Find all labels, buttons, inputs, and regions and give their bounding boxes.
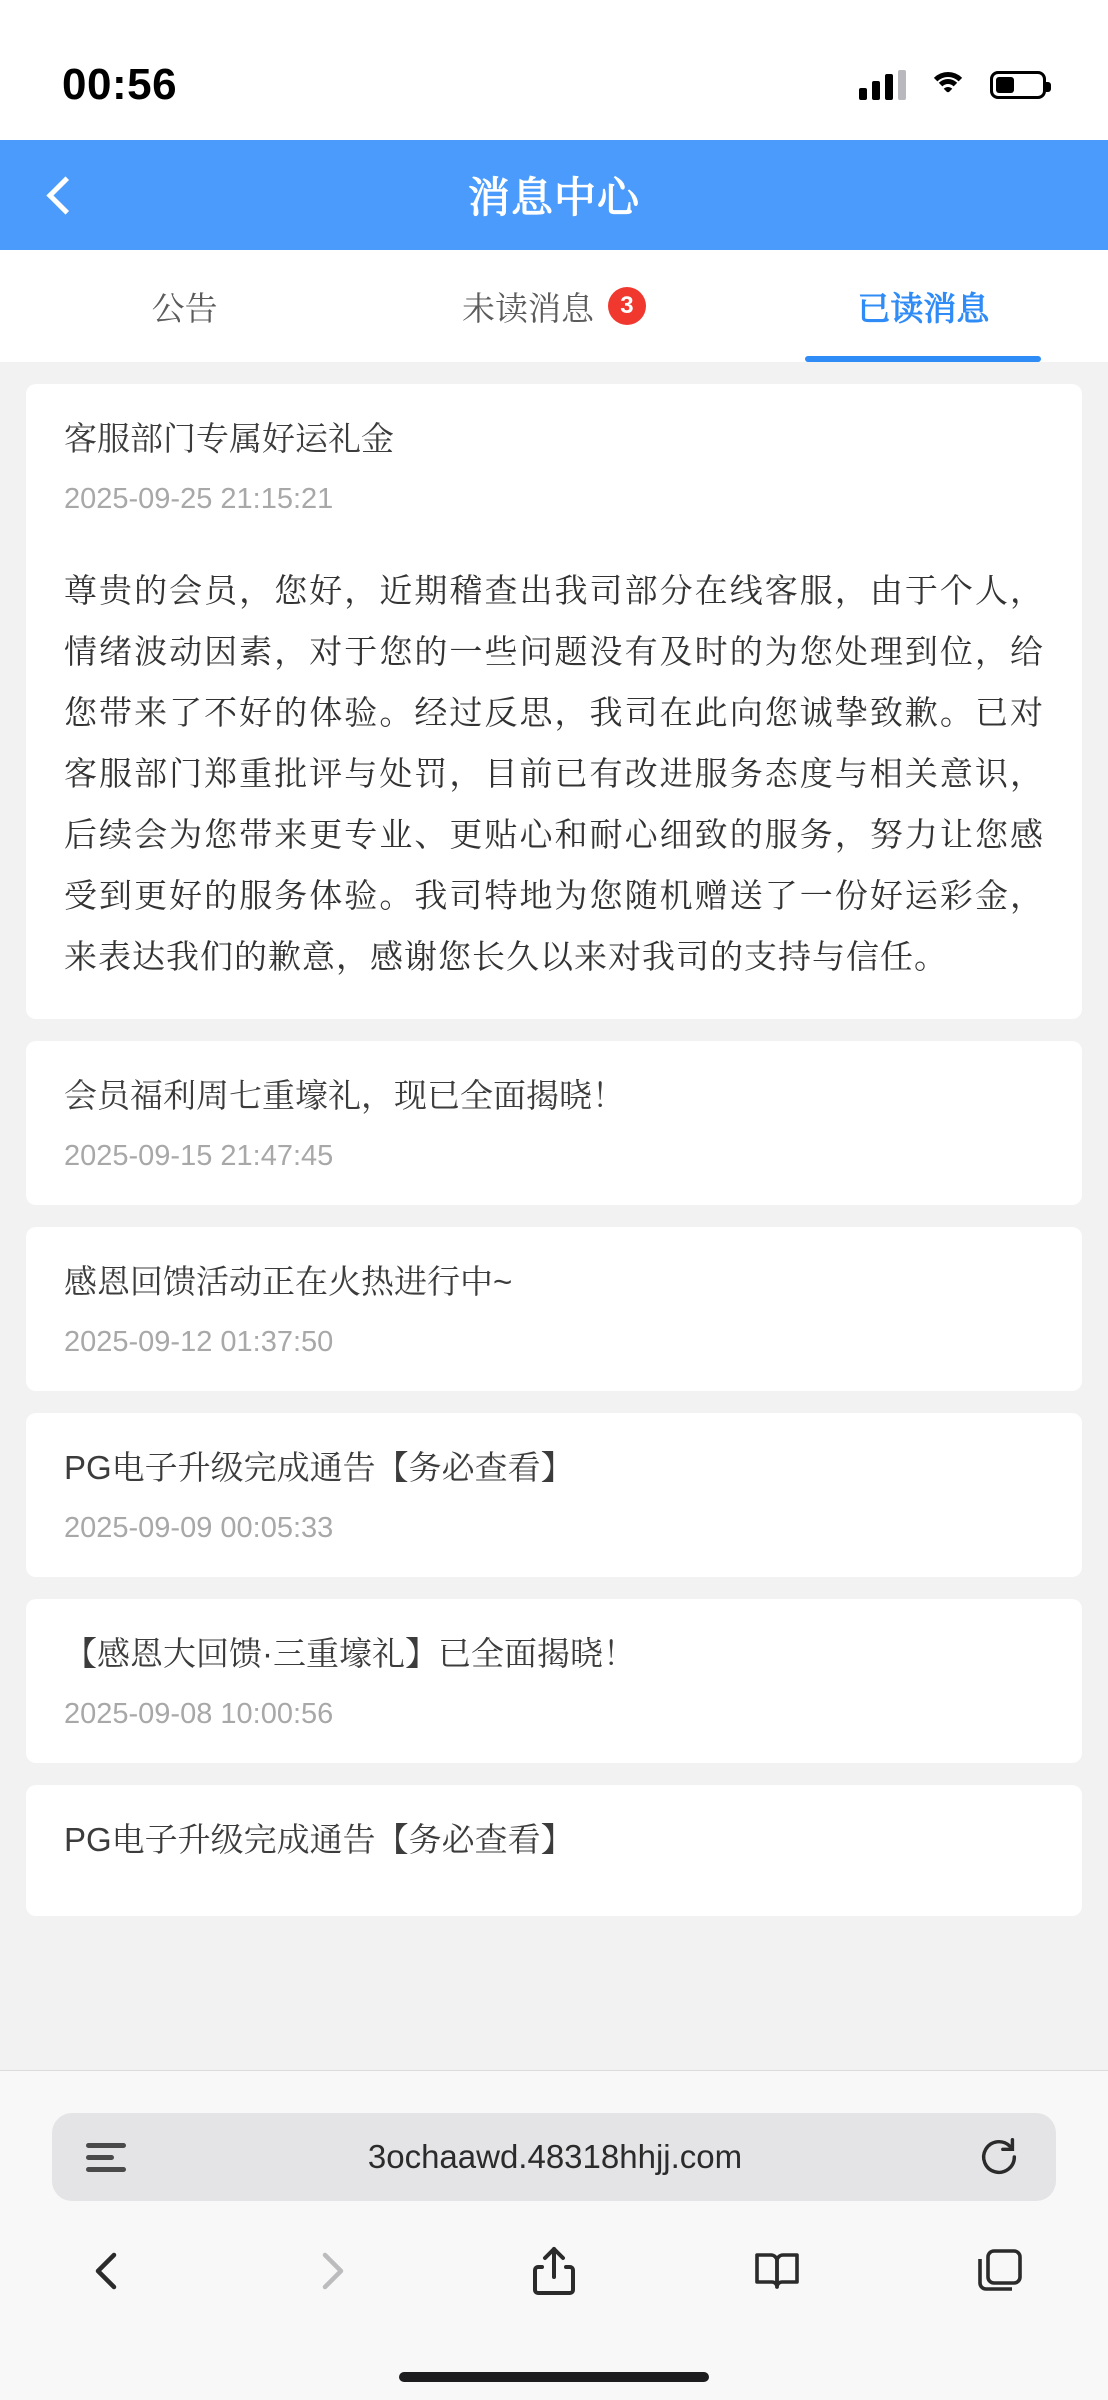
reload-icon[interactable] bbox=[976, 2134, 1022, 2180]
share-icon[interactable] bbox=[524, 2241, 584, 2301]
home-indicator bbox=[399, 2372, 709, 2382]
wifi-icon bbox=[928, 70, 968, 100]
back-button[interactable] bbox=[38, 172, 84, 218]
battery-icon bbox=[990, 71, 1046, 99]
list-item[interactable] bbox=[26, 1785, 1082, 1916]
back-arrow-icon[interactable] bbox=[78, 2241, 138, 2301]
message-list[interactable] bbox=[0, 362, 1108, 1942]
message-title: 感恩回馈活动正在火热进行中~ bbox=[64, 1263, 513, 1301]
app-header bbox=[0, 140, 1108, 250]
list-item[interactable] bbox=[26, 384, 1082, 1019]
url-bar[interactable] bbox=[52, 2113, 1056, 2201]
message-time: 2025-09-25 21:15:21 bbox=[64, 482, 334, 515]
status-icons bbox=[859, 70, 1046, 100]
message-time: 2025-09-12 01:37:50 bbox=[64, 1326, 334, 1358]
message-time: 2025-09-08 10:00:56 bbox=[64, 1697, 334, 1730]
book-icon[interactable] bbox=[747, 2241, 807, 2301]
signal-bars-icon bbox=[859, 70, 906, 100]
message-title: PG电子升级完成通告【务必查看】 bbox=[64, 1449, 574, 1486]
browser-bottom-bar bbox=[0, 2070, 1108, 2400]
list-item[interactable] bbox=[26, 1599, 1082, 1763]
browser-toolbar bbox=[0, 2201, 1108, 2301]
url-text[interactable]: 3ochaawd.48318hhjj.com bbox=[367, 2138, 743, 2175]
status-bar bbox=[0, 0, 1108, 140]
status-time: 00:56 bbox=[62, 60, 178, 109]
message-title: 客服部门专属好运礼金 bbox=[64, 420, 394, 457]
message-title: 会员福利周七重壕礼，现已全面揭晓！ bbox=[64, 1077, 625, 1115]
list-item[interactable] bbox=[26, 1227, 1082, 1391]
tab-label: 公告 bbox=[151, 289, 218, 327]
message-body: 尊贵的会员，您好，近期稽查出我司部分在线客服，由于个人，情绪波动因素，对于您的一些问题没有及时的为您处理到位，给您带来了不好的体验。经过反思，我司在此向您诚挚致歉。已对客服部门郑重批评与处罚，目前已有改进服务态度与相关意识，后续会为您带来更专业、更贴心和耐心细致的服务，努力让您感受到更好的服务体验。我司特地为您随机赠送了一份好运彩金，来表达我们的歉意，感谢您长久以来对我司的支持与信任。 bbox=[64, 571, 1044, 976]
tab-bar bbox=[0, 250, 1108, 362]
list-item[interactable] bbox=[26, 1041, 1082, 1205]
tab-label: 已读消息 bbox=[857, 289, 990, 327]
message-title: PG电子升级完成通告【务必查看】 bbox=[64, 1820, 574, 1858]
message-time: 2025-09-09 00:05:33 bbox=[64, 1511, 334, 1544]
text-size-icon[interactable] bbox=[86, 2143, 134, 2172]
list-item[interactable] bbox=[26, 1413, 1082, 1577]
tab-label: 未读消息 bbox=[461, 289, 594, 327]
tabs-icon[interactable] bbox=[970, 2241, 1030, 2301]
tab-unread[interactable] bbox=[369, 250, 738, 362]
tab-announcements[interactable] bbox=[0, 250, 369, 362]
tab-read[interactable] bbox=[739, 250, 1108, 362]
message-time: 2025-09-15 21:47:45 bbox=[64, 1140, 334, 1173]
message-title: 【感恩大回馈·三重壕礼】已全面揭晓！ bbox=[64, 1634, 636, 1672]
page-title: 消息中心 bbox=[467, 174, 640, 221]
forward-arrow-icon bbox=[301, 2241, 361, 2301]
unread-badge: 3 bbox=[608, 287, 646, 325]
